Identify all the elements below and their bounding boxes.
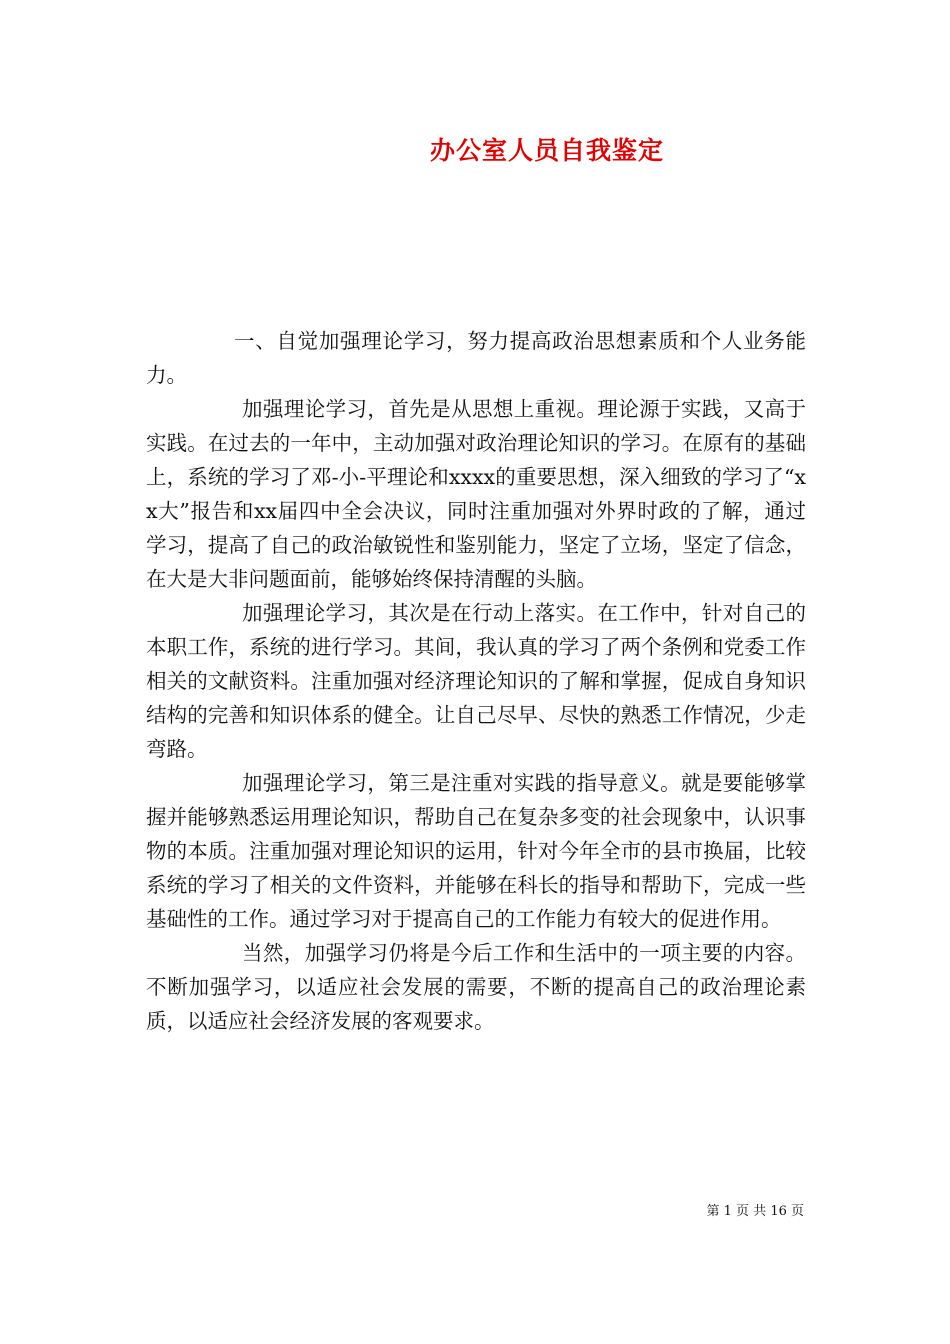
page-title: 办公室人员自我鉴定 xyxy=(429,136,664,165)
body-paragraph: 当然，加强学习仍将是今后工作和生活中的一项主要的内容。不断加强学习，以适应社会发展的需要，不断的提高自己的政治理论素质，以适应社会经济发展的客观要求。 xyxy=(146,941,806,1033)
body-paragraph: 加强理论学习，其次是在行动上落实。在工作中，针对自己的本职工作，系统的进行学习。其间，我认真的学习了两个条例和党委工作相关的文献资料。注重加强对经济理论知识的了解和掌握，促成自身知识结构的完善和知识体系的健全。让自己尽早、尽快的熟悉工作情况，少走弯路。 xyxy=(146,601,806,761)
section-heading: 一、自觉加强理论学习，努力提高政治思想素质和个人业务能力。 xyxy=(146,329,806,387)
document-body xyxy=(146,324,806,1038)
body-paragraph: 加强理论学习，首先是从思想上重视。理论源于实践，又高于实践。在过去的一年中，主动加强对政治理论知识的学习。在原有的基础上，系统的学习了邓-小-平理论和xxxx的重要思想，深入细致的学习了“xx大”报告和xx届四中全会决议，同时注重加强对外界时政的了解，通过学习，提高了自己的政治敏锐性和鉴别能力，坚定了立场，坚定了信念，在大是大非问题面前，能够始终保持清醒的头脑。 xyxy=(146,397,806,591)
page-number-footer: 第 1 页 共 16 页 xyxy=(706,1204,804,1219)
body-paragraph: 加强理论学习，第三是注重对实践的指导意义。就是要能够掌握并能够熟悉运用理论知识，帮助自己在复杂多变的社会现象中，认识事物的本质。注重加强对理论知识的运用，针对今年全市的县市换届，比较系统的学习了相关的文件资料，并能够在科长的指导和帮助下，完成一些基础性的工作。通过学习对于提高自己的工作能力有较大的促进作用。 xyxy=(146,771,806,931)
